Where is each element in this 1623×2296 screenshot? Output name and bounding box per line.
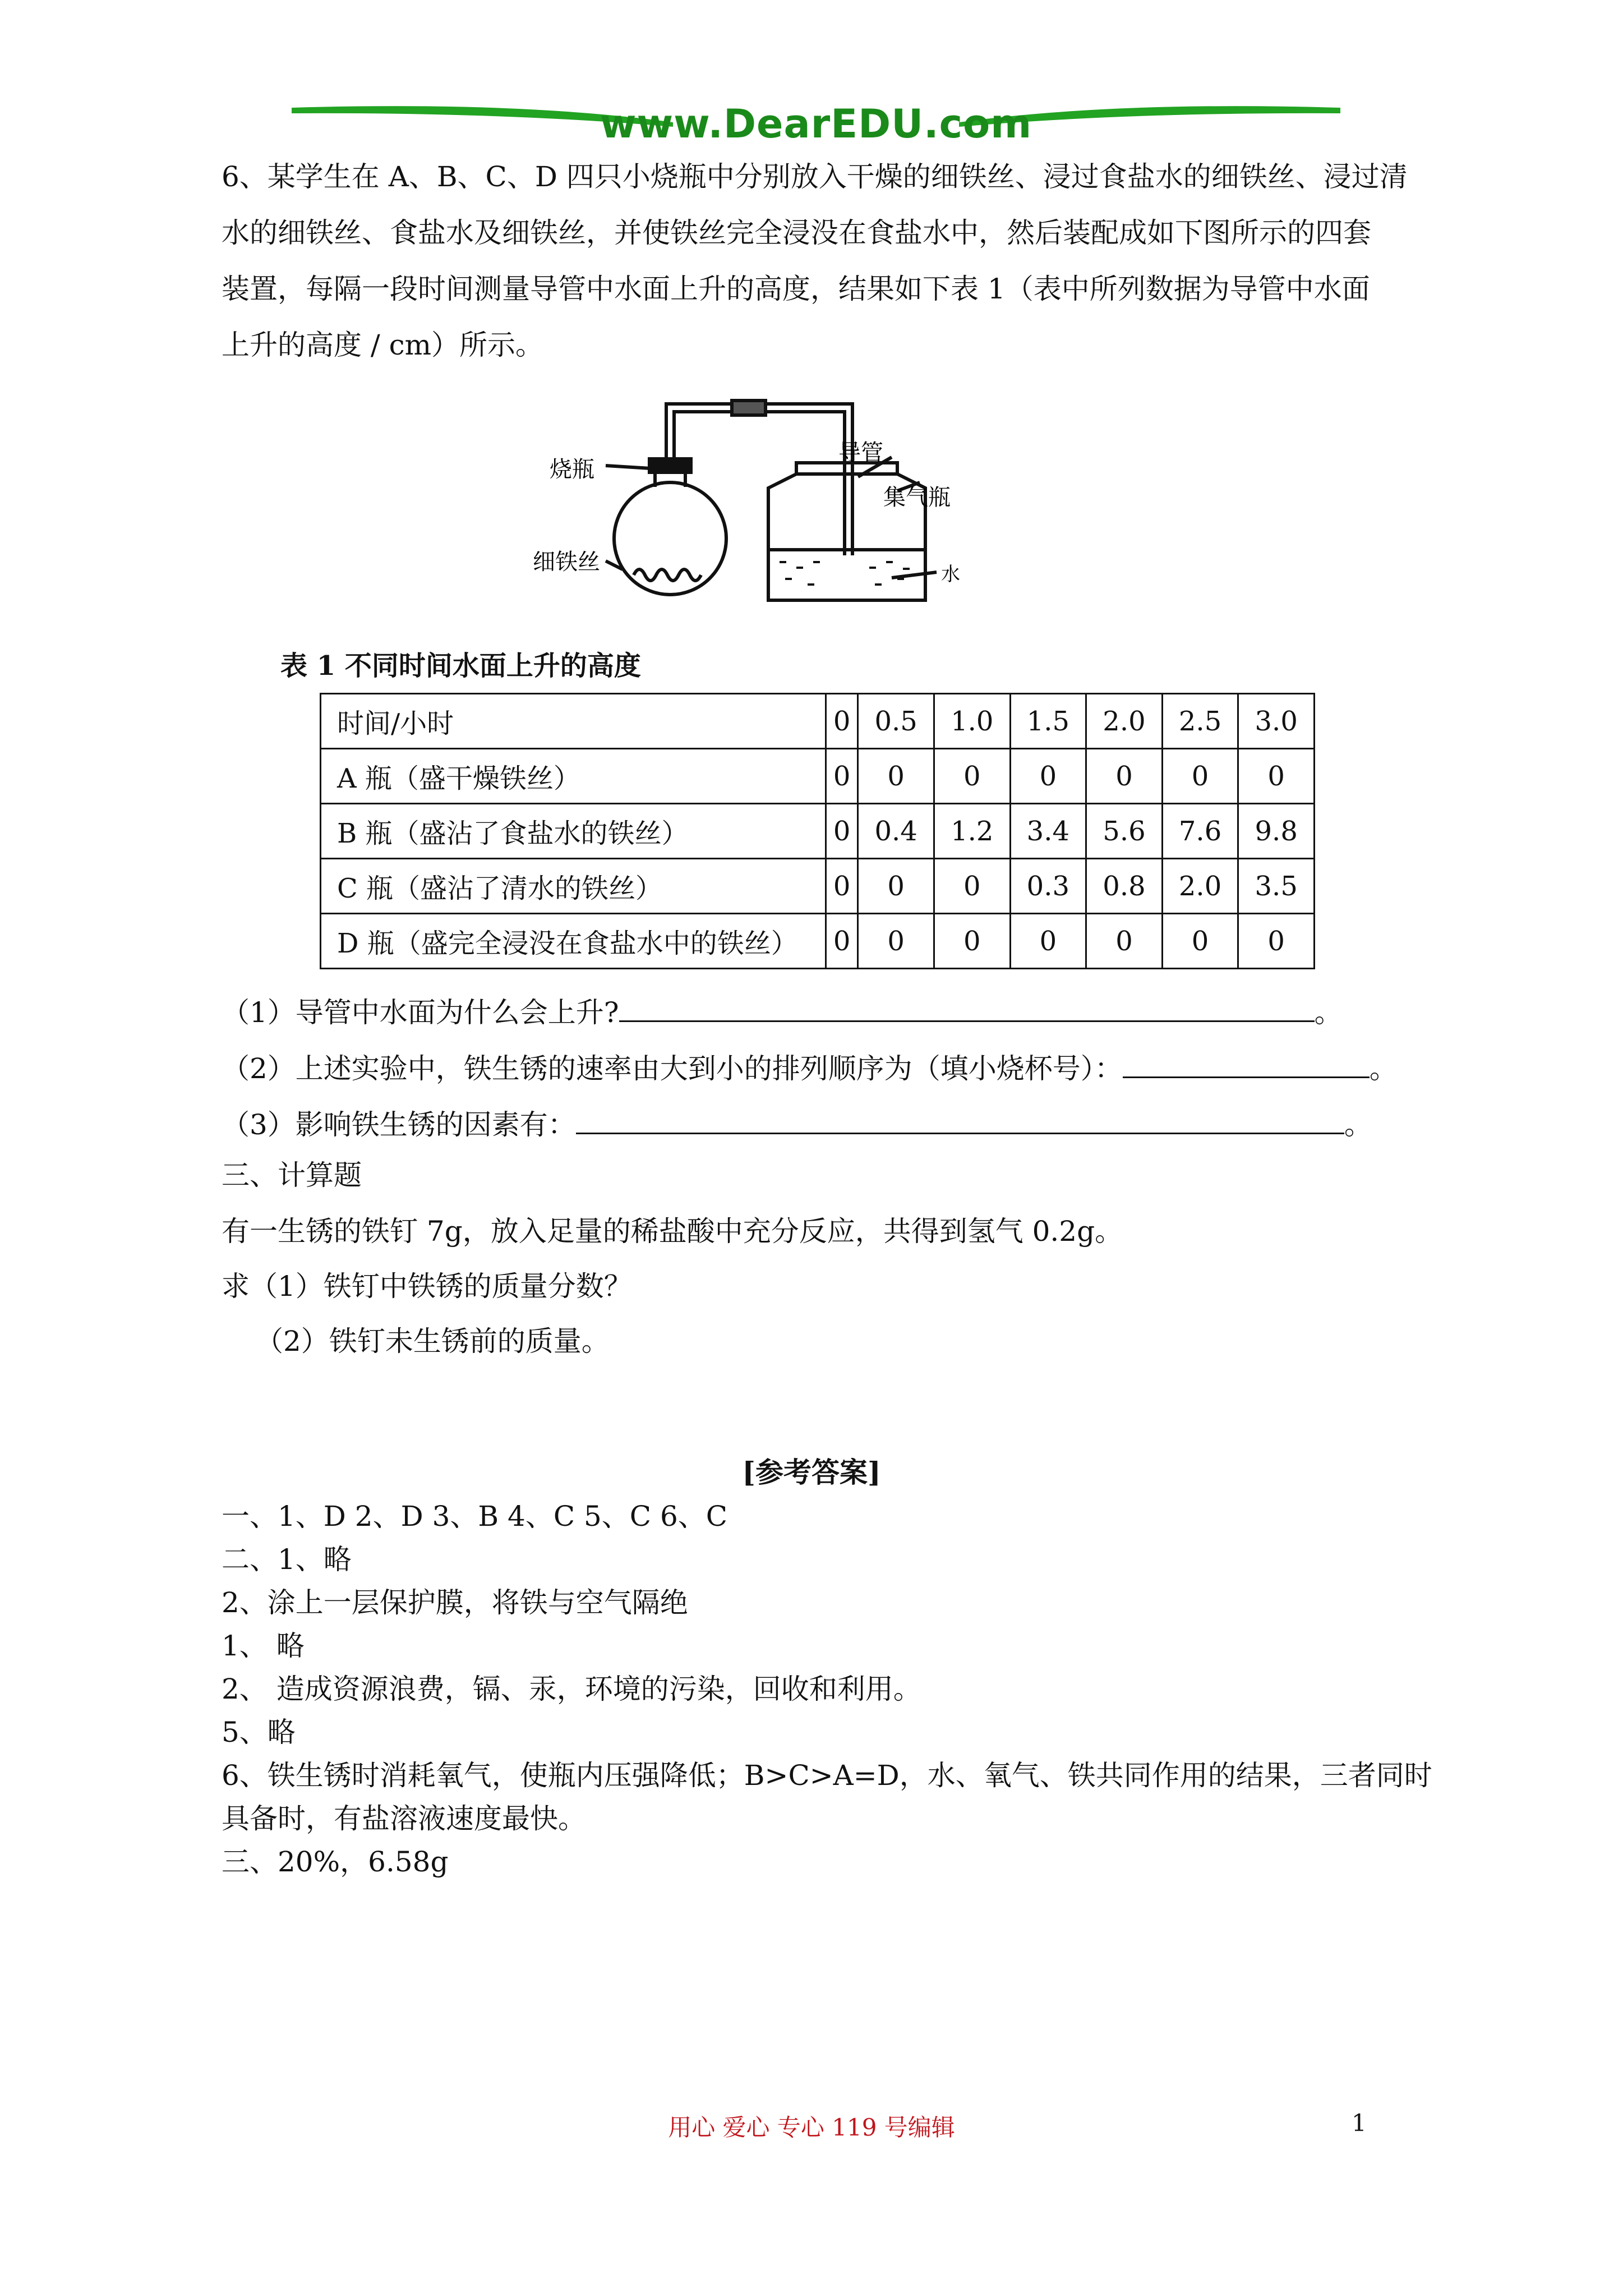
- tube-label: 导管: [838, 440, 883, 466]
- table-cell: 0: [826, 804, 858, 859]
- table-cell: 0: [1162, 914, 1238, 969]
- answer-line: 2、 造成资源浪费，镉、汞，环境的污染，回收和利用。: [222, 1673, 921, 1705]
- table-cell: 0: [858, 859, 934, 914]
- table-row: [321, 914, 1315, 969]
- subquestion-1-text: （1）导管中水面为什么会上升?: [222, 996, 619, 1029]
- table-cell: 0: [1086, 914, 1163, 969]
- apparatus-figure: [533, 393, 1009, 617]
- table-cell: 0: [858, 749, 934, 804]
- table-cell: 7.6: [1162, 804, 1238, 859]
- section3-problem: 有一生锈的铁钉 7g，放入足量的稀盐酸中充分反应，共得到氢气 0.2g。: [222, 1215, 1123, 1248]
- answers-title: [参考答案]: [742, 1456, 881, 1489]
- table-header-label: 时间/小时: [321, 694, 826, 749]
- table-cell: 5.6: [1086, 804, 1163, 859]
- table-cell: 1.0: [934, 694, 1010, 749]
- table-cell: 3.4: [1010, 804, 1086, 859]
- row-label: C 瓶（盛沾了清水的铁丝）: [321, 859, 826, 914]
- answer-line: 5、略: [222, 1716, 296, 1749]
- table-cell: 2.0: [1162, 859, 1238, 914]
- subquestion-3-text: （3）影响铁生锈的因素有：: [222, 1108, 576, 1141]
- table-cell: 0: [826, 694, 858, 749]
- section3-title: 三、计算题: [222, 1159, 362, 1191]
- table-cell: 0.4: [858, 804, 934, 859]
- table-cell: 0: [934, 749, 1010, 804]
- table-cell: 0: [1010, 749, 1086, 804]
- table-cell: 0: [1086, 749, 1163, 804]
- table-cell: 1.5: [1010, 694, 1086, 749]
- table-header-row: [321, 694, 1315, 749]
- table-cell: 0: [826, 859, 858, 914]
- rust-table: [320, 693, 1315, 969]
- site-header-logo: [292, 95, 1340, 157]
- q6-line-2: 水的细铁丝、食盐水及细铁丝，并使铁丝完全浸没在食盐水中，然后装配成如下图所示的四套: [222, 217, 1371, 249]
- table-cell: 0: [826, 749, 858, 804]
- table-cell: 0: [1238, 914, 1315, 969]
- table-cell: 0: [858, 914, 934, 969]
- answer-blank-1[interactable]: [619, 996, 1315, 1022]
- table-cell: 0: [934, 859, 1010, 914]
- period: 。: [1314, 996, 1343, 1029]
- table-cell: 0: [934, 914, 1010, 969]
- flask-label: 烧瓶: [550, 457, 594, 482]
- gas-bottle-label: 集气瓶: [883, 485, 951, 510]
- table-cell: 0.3: [1010, 859, 1086, 914]
- answer-line: 具备时，有盐溶液速度最快。: [222, 1802, 586, 1835]
- site-name[interactable]: www.DearEDU.com: [600, 101, 1032, 147]
- row-label: A 瓶（盛干燥铁丝）: [321, 749, 826, 804]
- answer-line: 1、 略: [222, 1630, 305, 1662]
- subquestion-1: [222, 996, 1343, 1027]
- subquestion-3: [222, 1108, 1372, 1139]
- page-number: 1: [1352, 2109, 1367, 2137]
- table-caption: 表 1 不同时间水面上升的高度: [280, 650, 641, 682]
- table-cell: 3.5: [1238, 859, 1315, 914]
- table-cell: 2.0: [1086, 694, 1163, 749]
- answer-line: 三、20%，6.58g: [222, 1846, 449, 1878]
- water-label: 水: [941, 563, 960, 586]
- q6-line-1: 6、某学生在 A、B、C、D 四只小烧瓶中分别放入干燥的细铁丝、浸过食盐水的细铁丝、浸过清: [222, 160, 1408, 193]
- period: 。: [1369, 1052, 1398, 1085]
- q6-line-4: 上升的高度 / cm）所示。: [222, 329, 544, 361]
- subquestion-2-text: （2）上述实验中，铁生锈的速率由大到小的排列顺序为（填小烧杯号）：: [222, 1052, 1123, 1085]
- footer-text: 用心 爱心 专心 119 号编辑: [668, 2114, 955, 2141]
- table-cell: 0.5: [858, 694, 934, 749]
- q6-line-3: 装置，每隔一段时间测量导管中水面上升的高度，结果如下表 1（表中所列数据为导管中水面: [222, 273, 1370, 305]
- table-cell: 2.5: [1162, 694, 1238, 749]
- answer-line: 6、铁生锈时消耗氧气，使瓶内压强降低；B>C>A=D，水、氧气、铁共同作用的结果，三者同时: [222, 1759, 1432, 1792]
- answer-blank-3[interactable]: [576, 1108, 1344, 1134]
- table-cell: 1.2: [934, 804, 1010, 859]
- table-cell: 9.8: [1238, 804, 1315, 859]
- table-row: [321, 804, 1315, 859]
- table-cell: 0: [1010, 914, 1086, 969]
- table-cell: 0.8: [1086, 859, 1163, 914]
- row-label: D 瓶（盛完全浸没在食盐水中的铁丝）: [321, 914, 826, 969]
- table-cell: 0: [1238, 749, 1315, 804]
- wire-label: 细铁丝: [533, 549, 600, 575]
- period: 。: [1344, 1108, 1372, 1141]
- answer-line: 一、1、D 2、D 3、B 4、C 5、C 6、C: [222, 1500, 728, 1533]
- answer-blank-2[interactable]: [1123, 1052, 1370, 1078]
- table-row: [321, 859, 1315, 914]
- table-cell: 3.0: [1238, 694, 1315, 749]
- answer-line: 2、涂上一层保护膜，将铁与空气隔绝: [222, 1586, 688, 1619]
- answer-line: 二、1、略: [222, 1543, 352, 1576]
- row-label: B 瓶（盛沾了食盐水的铁丝）: [321, 804, 826, 859]
- table-cell: 0: [826, 914, 858, 969]
- section3-ask-2: （2）铁钉未生锈前的质量。: [255, 1325, 610, 1358]
- section3-ask-1: 求（1）铁钉中铁锈的质量分数？: [222, 1270, 632, 1303]
- table-row: [321, 749, 1315, 804]
- table-cell: 0: [1162, 749, 1238, 804]
- subquestion-2: [222, 1052, 1398, 1083]
